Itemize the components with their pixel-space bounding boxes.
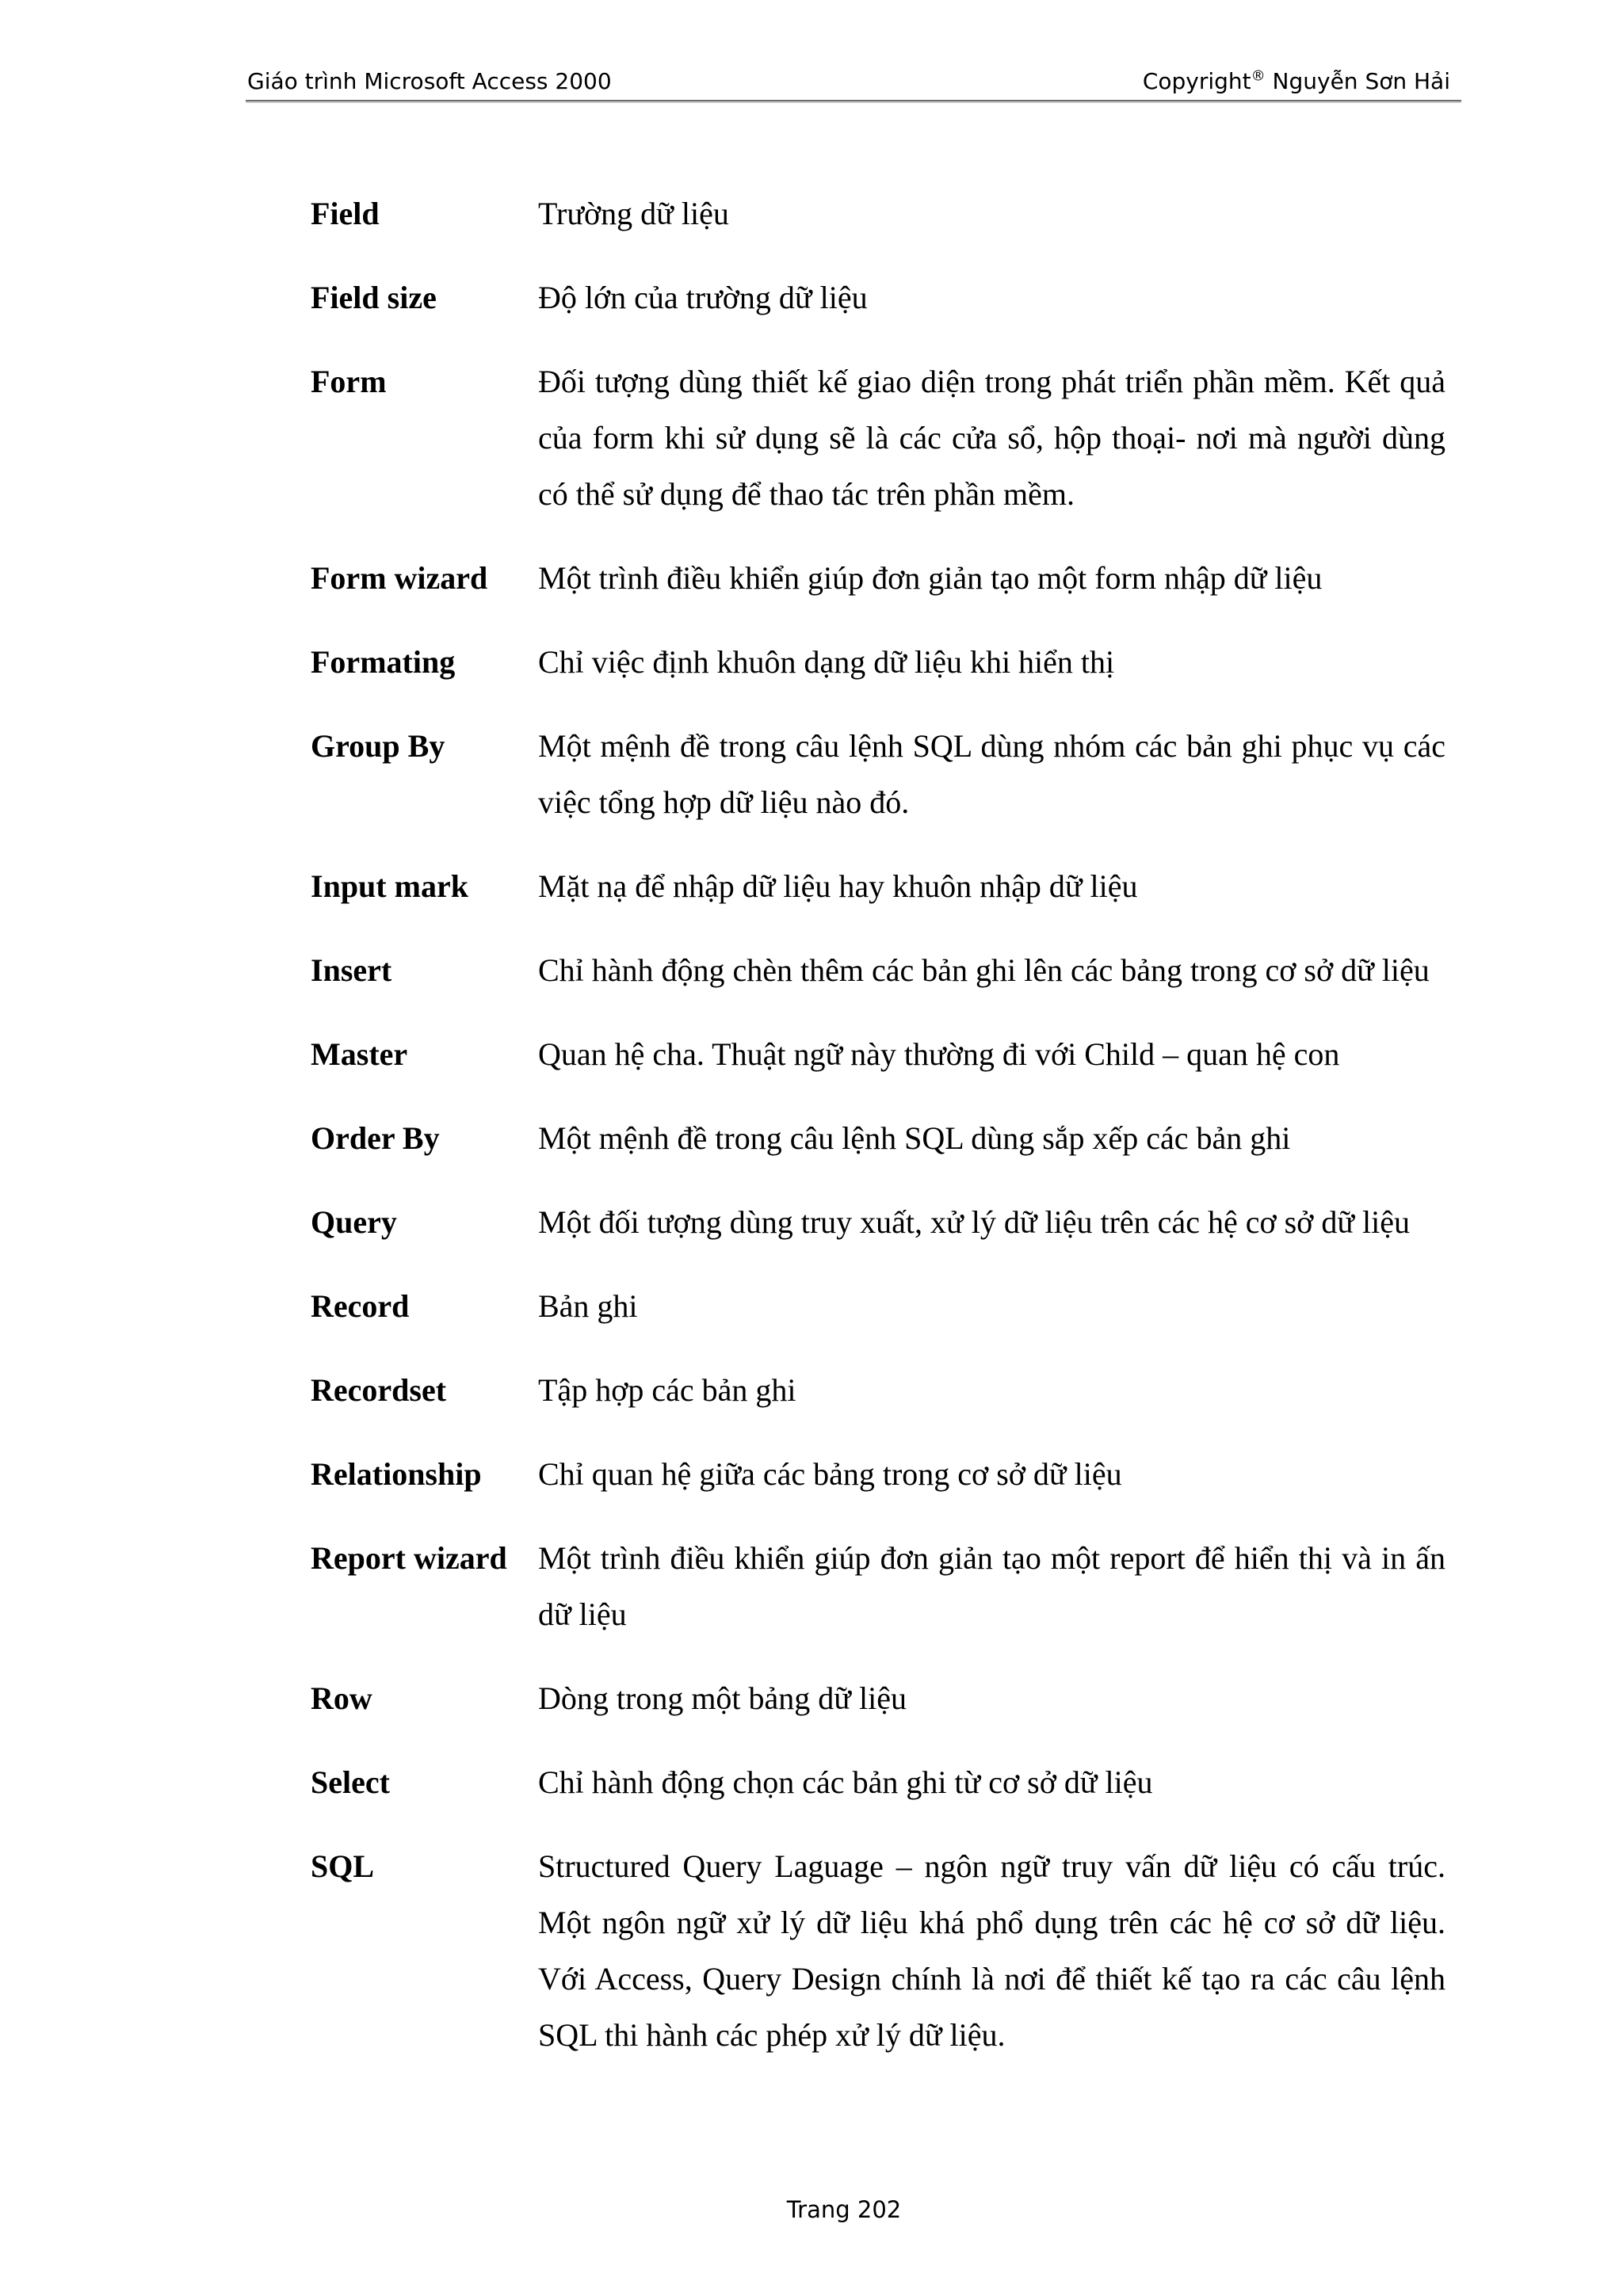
glossary-term: Form (311, 364, 387, 399)
copyright-label: Copyright (1142, 68, 1251, 94)
glossary-term: Insert (311, 952, 392, 988)
glossary-entry (311, 1026, 1445, 1082)
glossary-entry (311, 942, 1445, 998)
glossary-entry (311, 1194, 1445, 1250)
glossary-definition: Chỉ việc định khuôn dạng dữ liệu khi hiển thị (538, 644, 1115, 680)
glossary-term: Recordset (311, 1372, 447, 1408)
glossary-definition: Một trình điều khiển giúp đơn giản tạo một form nhập dữ liệu (538, 560, 1323, 596)
glossary-term: Order By (311, 1120, 440, 1156)
glossary-term: Input mark (311, 868, 468, 904)
glossary-entry (311, 634, 1445, 690)
glossary-definition: Mặt nạ để nhập dữ liệu hay khuôn nhập dữ liệu (538, 868, 1138, 904)
glossary-entry (311, 1278, 1445, 1334)
header-divider (246, 100, 1461, 101)
glossary-definition: Một mệnh đề trong câu lệnh SQL dùng nhóm các bản ghi phục vụ các việc tổng hợp dữ liệu nào đó. (538, 728, 1445, 820)
glossary-entry (311, 1838, 1445, 2063)
registered-mark: ® (1251, 67, 1266, 85)
glossary-term: Record (311, 1288, 410, 1324)
glossary-definition: Quan hệ cha. Thuật ngữ này thường đi với Child – quan hệ con (538, 1036, 1340, 1072)
glossary-definition: Một đối tượng dùng truy xuất, xử lý dữ liệu trên các hệ cơ sở dữ liệu (538, 1204, 1410, 1240)
glossary-term: Select (311, 1764, 390, 1800)
page-header (246, 63, 1461, 100)
glossary-definition: Tập hợp các bản ghi (538, 1372, 796, 1408)
glossary-term: Row (311, 1680, 372, 1716)
glossary-entry (311, 269, 1445, 326)
glossary-entry (311, 1754, 1445, 1810)
glossary-definition: Đối tượng dùng thiết kế giao diện trong phát triển phần mềm. Kết quả của form khi sử dụng sẽ là các cửa sổ, hộp thoại- nơi mà người dùng có thể sử dụng để thao tác trên phần mềm. (538, 364, 1445, 512)
glossary-term: Query (311, 1204, 397, 1240)
glossary-definition: Một trình điều khiển giúp đơn giản tạo một report để hiển thị và in ấn dữ liệu (538, 1540, 1445, 1632)
glossary-term: Master (311, 1036, 408, 1072)
glossary-term: Field size (311, 280, 437, 315)
glossary-definition: Trường dữ liệu (538, 196, 729, 231)
glossary-entry (311, 1670, 1445, 1726)
glossary-entry (311, 185, 1445, 242)
page-number: Trang 202 (786, 2196, 902, 2223)
glossary-term: Formating (311, 644, 456, 680)
glossary-list (311, 185, 1445, 2091)
glossary-entry (311, 1362, 1445, 1418)
glossary-entry (311, 1530, 1445, 1642)
author-name: Nguyễn Sơn Hải (1265, 68, 1450, 94)
glossary-entry (311, 1110, 1445, 1166)
glossary-entry (311, 1446, 1445, 1502)
glossary-definition: Bản ghi (538, 1288, 638, 1324)
glossary-entry (311, 858, 1445, 914)
glossary-entry (311, 550, 1445, 606)
glossary-term: Relationship (311, 1456, 482, 1492)
glossary-definition: Dòng trong một bảng dữ liệu (538, 1680, 907, 1716)
glossary-term: Report wizard (311, 1540, 507, 1576)
glossary-term: Group By (311, 728, 445, 764)
glossary-definition: Chỉ hành động chọn các bản ghi từ cơ sở dữ liệu (538, 1764, 1153, 1800)
glossary-entry (311, 353, 1445, 522)
glossary-term: Form wizard (311, 560, 488, 596)
glossary-definition: Chỉ hành động chèn thêm các bản ghi lên các bảng trong cơ sở dữ liệu (538, 952, 1430, 988)
glossary-definition: Độ lớn của trường dữ liệu (538, 280, 868, 315)
glossary-term: Field (311, 196, 380, 231)
glossary-entry (311, 718, 1445, 830)
book-title: Giáo trình Microsoft Access 2000 (247, 68, 612, 94)
copyright-notice (1143, 63, 1450, 100)
glossary-definition: Structured Query Laguage – ngôn ngữ truy vấn dữ liệu có cấu trúc. Một ngôn ngữ xử lý dữ liệu khá phổ dụng trên các hệ cơ sở dữ liệu. Với Access, Query Design chính là nơi để thiết kế tạo ra các câu lệnh SQL thi hành các phép xử lý dữ liệu. (538, 1848, 1445, 2053)
glossary-definition: Một mệnh đề trong câu lệnh SQL dùng sắp xếp các bản ghi (538, 1120, 1291, 1156)
glossary-definition: Chỉ quan hệ giữa các bảng trong cơ sở dữ liệu (538, 1456, 1122, 1492)
glossary-term: SQL (311, 1848, 375, 1884)
